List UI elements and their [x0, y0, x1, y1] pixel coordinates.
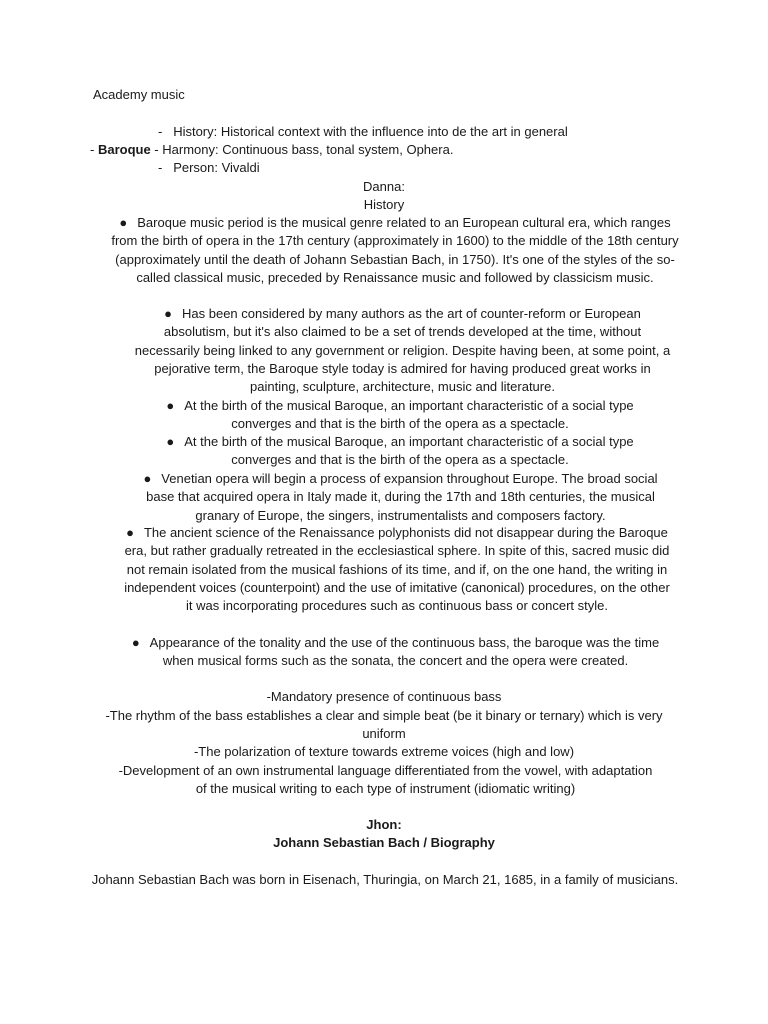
outline-history-line [158, 123, 568, 141]
bullet-icon: ● [119, 215, 128, 230]
bullet-icon: ● [126, 525, 134, 540]
outline-person: Person: Vivaldi [173, 160, 260, 175]
bullet-text: At the birth of the musical Baroque, an important characteristic of a social type converges and that is the birth of the opera as a spectacle. [184, 398, 634, 432]
list-item [135, 397, 665, 434]
bullet-text: The ancient science of the Renaissance polyphonists did not disappear during the Baroque era, but rather gradually retreated in the ecclesiastical sphere. In spite of this, sacred music did not remain isolated from the musical fashions of its time, and if, on the one hand, the writing in independent voices (counterpoint) and the use of imitative (canonical) procedures, on the other it was incorporating procedures such as continuous bass or concert style. [124, 525, 670, 614]
outline-baroque-label: Baroque [97, 142, 151, 157]
outline-baroque-line [90, 141, 453, 159]
bullet-icon: ● [131, 635, 140, 650]
bullet-text: Appearance of the tonality and the use of the continuous bass, the baroque was the time when musical forms such as the sonata, the concert and the opera were created. [149, 635, 660, 669]
outline-baroque-rest: - Harmony: Continuous bass, tonal system, Ophera. [150, 142, 454, 157]
characteristic-line: -Development of an own instrumental language differentiated from the vowel, with adaptation of the musical writing to each type of instrument (idiomatic writing) [118, 763, 653, 797]
list-item [122, 524, 672, 615]
outline-person-line [158, 159, 260, 177]
characteristic-line: -The rhythm of the bass establishes a clear and simple beat (be it binary or ternary) which is very uniform [105, 708, 663, 742]
danna-heading: History [363, 197, 405, 212]
bullet-icon: ● [164, 306, 172, 321]
jhon-heading: Johann Sebastian Bach / Biography [273, 835, 495, 850]
bullet-icon: ● [166, 434, 175, 449]
outline-history: History: Historical context with the influence into de the art in general [173, 124, 568, 139]
list-item [110, 214, 680, 287]
outline-baroque-prefix: - [90, 142, 98, 157]
list-item [135, 433, 665, 470]
list-item [130, 305, 675, 396]
characteristic-line: -Mandatory presence of continuous bass [266, 689, 502, 704]
bullet-text: Venetian opera will begin a process of expansion throughout Europe. The broad social base that acquired opera in Italy made it, during the 17th and 18th centuries, the musical granary of Europe, the singers, instrumentalists and composers factory. [146, 471, 658, 523]
bullet-text: Baroque music period is the musical genre related to an European cultural era, which ranges from the birth of opera in the 17th century (approximately in 1600) to the middle of the 18th century (approximately until the death of Johann Sebastian Bach, in 1750). It's one of the styles of the so-called classical music, preceded by Renaissance music and followed by classicism music. [111, 215, 679, 285]
jhon-author: Jhon: [366, 817, 402, 832]
list-item [118, 634, 673, 671]
outline-dash: - [158, 124, 163, 139]
bullet-text: Has been considered by many authors as the art of counter-reform or European absolutism, but it's also claimed to be a set of trends developed at the time, without necessarily being linked to any government or religion. Despite having been, at some point, a pejorative term, the Baroque style today is admired for having produced great works in painting, sculpture, architecture, music and literature. [134, 306, 671, 395]
bullet-text: At the birth of the musical Baroque, an important characteristic of a social type converges and that is the birth of the opera as a spectacle. [184, 434, 634, 468]
characteristic-line: -The polarization of texture towards extreme voices (high and low) [193, 744, 575, 759]
outline-dash: - [158, 160, 163, 175]
document-title: Academy music [93, 87, 185, 102]
bullet-icon: ● [143, 471, 152, 486]
list-item [128, 470, 673, 525]
jhon-paragraph: Johann Sebastian Bach was born in Eisenach, Thuringia, on March 21, 1685, in a family of musicians. [91, 872, 679, 887]
bullet-icon: ● [166, 398, 175, 413]
danna-author: Danna: [363, 179, 405, 194]
